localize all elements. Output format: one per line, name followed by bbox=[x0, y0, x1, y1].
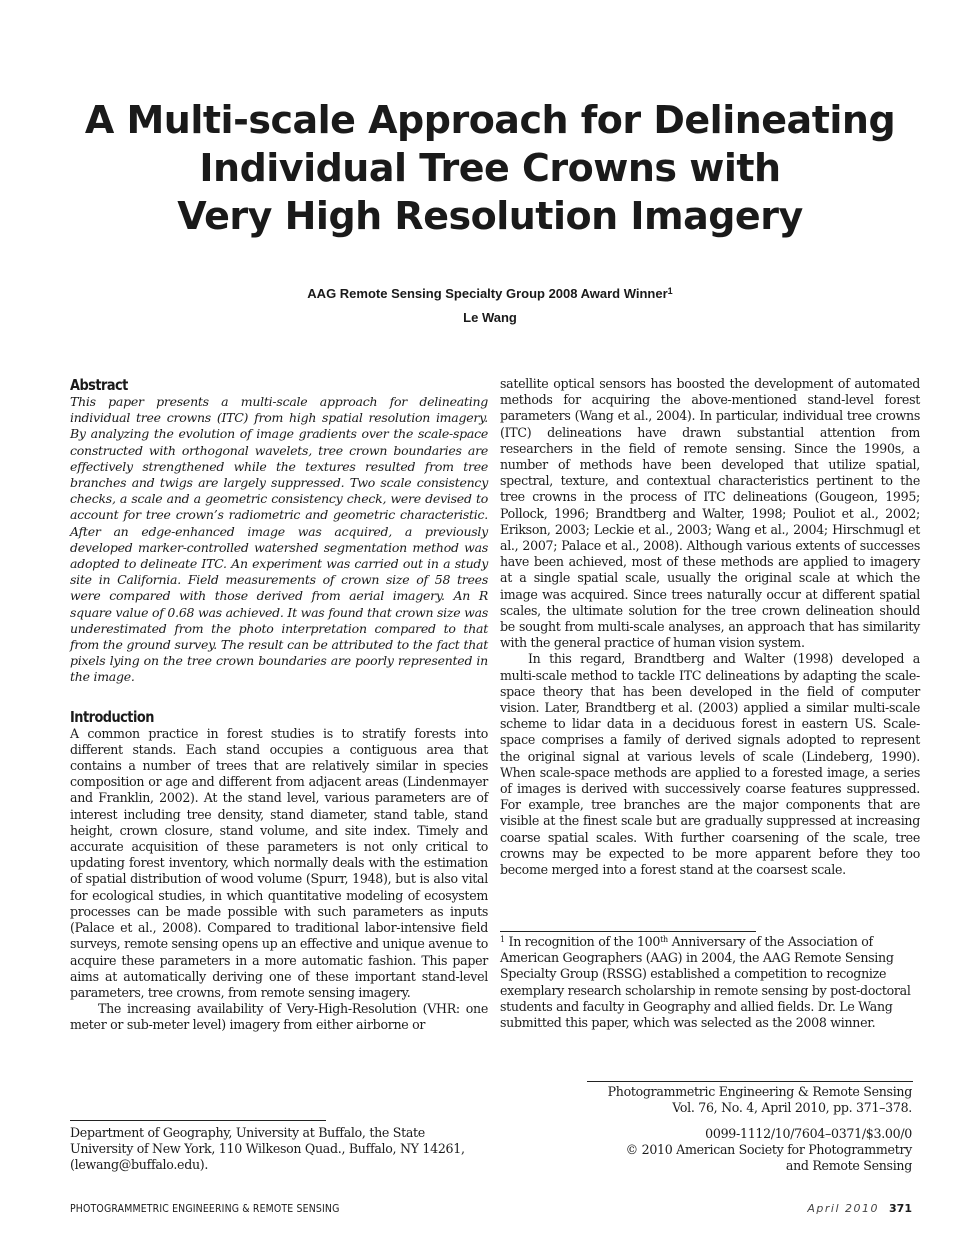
intro-paragraph: A common practice in forest studies is to stratify forests into different stands. Each stand occupies a contiguous area that contains a number of trees that are relatively similar in species composition or age and different from adjacent areas (Lindenmayer and Franklin, 2002). At the stand level, various parameters are of interest including tree density, stand diameter, stand table, stand height, crown closure, stand volume, and site index. Timely and accurate acquisition of these parameters is not only critical to updating forest inventory, which normally deals with the estimation of spatial distribution of wood volume (Spurr, 1948), but is also vital for ecological studies, in which quantitative modeling of ecosystem processes can be made possible with such parameters as inputs (Palace et al., 2008). Compared to traditional labor-intensive field surveys, remote sensing opens up an effective and unique avenue to acquire these parameters in a more automatic fashion. This paper aims at automatically deriving one of these important stand-level parameters, tree crowns, from remote sensing imagery. bbox=[70, 725, 488, 1000]
page-number: 371 bbox=[889, 1202, 912, 1215]
journal-name: Photogrammetric Engineering & Remote Sensing bbox=[607, 1084, 912, 1099]
abstract-text: This paper presents a multi-scale approach for delineating individual tree crowns (ITC) from high spatial resolution imagery. By analyzing the evolution of image gradients over the scale-space constructed with orthogonal wavelets, tree crown boundaries are effectively strengthened while the textures resulted from tree branches and twigs are largely suppressed. Two scale consistency checks, a scale and a geometric consistency check, were devised to account for tree crown’s radiometric and geometric characteristic. After an edge-enhanced image was acquired, a previously developed marker-controlled watershed segmentation method was adopted to delineate ITC. An experiment was carried out in a study site in California. Field measurements of crown size of 58 trees were compared with those derived from aerial imagery. An R square value of 0.68 was achieved. It was found that crown size was underestimated from the photo interpretation compared to that from the ground survey. The result can be attributed to the fact that pixels lying on the tree crown boundaries are poorly represented in the image. bbox=[70, 394, 488, 685]
author-name: Le Wang bbox=[463, 310, 517, 325]
introduction-heading: Introduction bbox=[70, 707, 154, 726]
journal-volume: Vol. 76, No. 4, April 2010, pp. 371–378. bbox=[672, 1100, 912, 1116]
footnote-text-before: In recognition of the 100 bbox=[508, 934, 661, 949]
journal-info-divider bbox=[587, 1081, 913, 1082]
title-line: Very High Resolution Imagery bbox=[177, 194, 803, 238]
abstract-heading: Abstract bbox=[70, 376, 128, 394]
paper-title bbox=[60, 96, 920, 240]
copyright-line: and Remote Sensing bbox=[785, 1158, 912, 1174]
footnote-mark: 1 bbox=[500, 935, 505, 944]
footnote-superscript: th bbox=[660, 935, 668, 944]
body-paragraph: satellite optical sensors has boosted the development of automated methods for acquiring the above-mentioned stand-level forest parameters (Wang et al., 2004). In particular, individual tree crowns (ITC) delineations have drawn substantial attention from researchers in the field of remote sensing. Since the 1990s, a number of methods have been developed that utilize spatial, spectral, texture, and contextual characteristics pertinent to the tree crowns in the process of ITC delineations (Gougeon, 1995; Pollock, 1996; Brandtberg and Walter, 1998; Pouliot et al., 2002; Erikson, 2003; Leckie et al., 2003; Wang et al., 2004; Hirschmugl et al., 2007; Palace et al., 2008). Although various extents of successes have been achieved, most of these methods are applied to imagery at a single spatial scale, usually the original scale at which the image was acquired. Since trees naturally occur at different spatial scales, the ultimate solution for the tree crown delineation should be sought from multi-scale analyses, an approach that has similarity with the general practice of human vision system. bbox=[500, 376, 920, 651]
footnote-text-after: Anniversary of the Association of American Geographers (AAG) in 2004, the AAG Remote Sensing Specialty Group (RSSG) established a competition to recognize exemplary research scholarship in remote sensing by post-doctoral students and faculty in Geography and allied fields. Dr. Le Wang submitted this paper, which was selected as the 2008 winner. bbox=[500, 934, 911, 1031]
copyright-code: 0099-1112/10/7604–0371/$3.00/0 bbox=[705, 1126, 912, 1141]
body-paragraph: In this regard, Brandtberg and Walter (1998) developed a multi-scale method to tackle ITC delineations by adapting the scale-space theory that has been developed in the field of computer vision. Later, Brandtberg et al. (2003) applied a similar multi-scale scheme to lidar data in a deciduous forest in eastern US. Scale-space comprises a family of derived signals adopted to represent the original signal at various levels of scale (Lindeberg, 1990). When scale-space methods are applied to a forested image, a series of images is derived with successively coarse features suppressed. For example, tree branches are the major components that are visible at the finest scale but are gradually suppressed at increasing coarse spatial scales. With further coarsening of the scale, tree crowns may be expected to be more apparent before they too become merged into a forest stand at the coarsest scale. bbox=[500, 651, 920, 878]
left-column bbox=[70, 376, 488, 1034]
award-footnote-mark: 1 bbox=[667, 286, 673, 296]
footnote-divider bbox=[500, 931, 756, 932]
award-line bbox=[60, 285, 920, 303]
running-footer-page bbox=[807, 1202, 912, 1215]
award-text: AAG Remote Sensing Specialty Group 2008 Award Winner bbox=[307, 286, 668, 301]
footer-date: April 2010 bbox=[807, 1202, 880, 1215]
author-affiliation: Department of Geography, University at Buffalo, the State University of New York, 110 Wilkeson Quad., Buffalo, NY 14261, (lewang@buffalo.edu). bbox=[70, 1125, 465, 1173]
award-footnote bbox=[500, 934, 916, 1031]
intro-paragraph: The increasing availability of Very-High-Resolution (VHR: one meter or sub-meter level) imagery from either airborne or bbox=[70, 1001, 488, 1033]
title-line: Individual Tree Crowns with bbox=[199, 146, 781, 190]
copyright-line: © 2010 American Society for Photogrammetry bbox=[625, 1142, 912, 1158]
journal-info bbox=[540, 1084, 912, 1116]
running-footer-journal: PHOTOGRAMMETRIC ENGINEERING & REMOTE SENSING bbox=[70, 1202, 340, 1215]
copyright-block bbox=[540, 1126, 912, 1175]
title-line: A Multi-scale Approach for Delineating bbox=[84, 98, 896, 142]
affiliation-divider bbox=[70, 1120, 326, 1121]
right-column bbox=[500, 376, 920, 878]
